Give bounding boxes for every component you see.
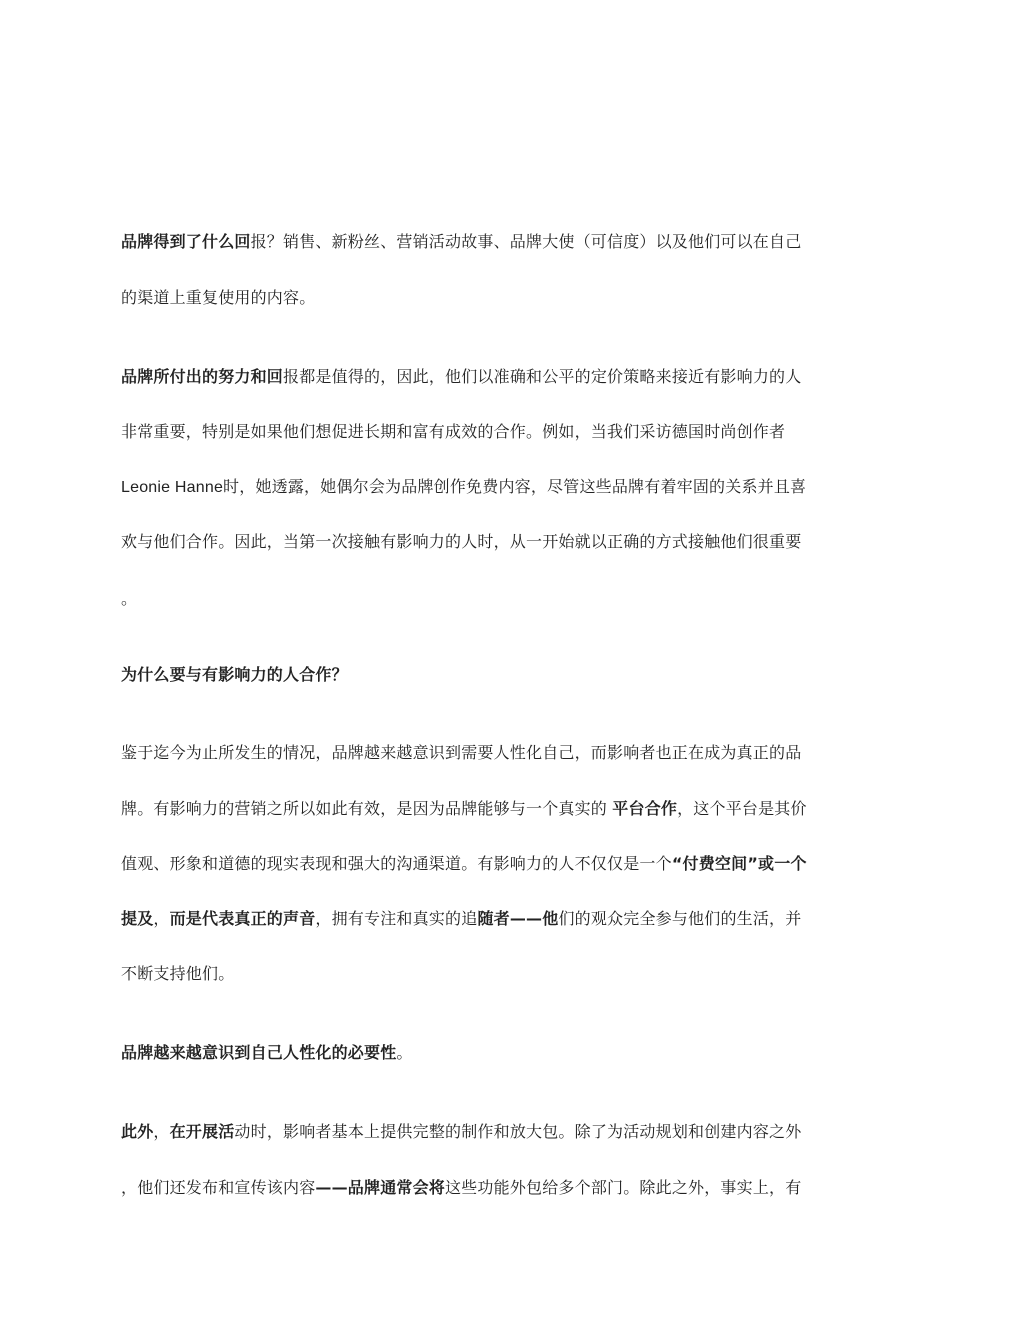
section-heading [121, 665, 348, 685]
text-span: 。 [121, 589, 138, 608]
bold-span: 而是代表真正的声音 [169, 909, 316, 928]
bold-span: 此外 [121, 1122, 154, 1141]
text-line [121, 367, 801, 387]
bold-span: ——品牌通常会将 [315, 1178, 446, 1197]
bold-span: 提及 [121, 909, 154, 928]
text-line [121, 743, 801, 763]
text-line [121, 964, 234, 984]
text-span: 时，她透露，她偶尔会为品牌创作免费内容，尽管这些品牌有着牢固的关系并且喜 [223, 477, 807, 496]
text-line [121, 589, 137, 609]
text-span: 欢与他们合作。因此，当第一次接触有影响力的人时，从一开始就以正确的方式接触他们很重要 [121, 532, 802, 551]
text-span: ，这个平台是其价 [677, 799, 807, 818]
text-span: ， [153, 1122, 170, 1141]
text-span: Leonie Hanne [121, 479, 224, 496]
text-span: 这些功能外包给多个部门。除此之外，事实上，有 [445, 1178, 802, 1197]
text-span: 。 [396, 1043, 413, 1062]
bold-span: 随者——他 [477, 909, 559, 928]
bold-span: 品牌越来越意 [121, 1043, 219, 1062]
text-line [121, 854, 807, 874]
text-span: 报都是值得的，因此，他们以准确和公平的定价策略来接近有影响力的人 [283, 367, 802, 386]
text-line [121, 477, 806, 498]
bold-span: 平台合作 [612, 799, 678, 818]
text-line [121, 288, 315, 308]
text-line [121, 1043, 413, 1063]
text-line [121, 532, 801, 552]
text-span: 非常重要，特别是如果他们想促进长期和富有成效的合作。例如，当我们采访德国时尚创作者 [121, 422, 786, 441]
text-line [121, 799, 807, 819]
text-span: ， [153, 909, 170, 928]
bold-span: 在开展活 [169, 1122, 235, 1141]
text-line [121, 232, 801, 252]
text-span: 报？销售、新粉丝、营销活动故事、品牌大使（可信度）以及他们可以在自己 [250, 232, 802, 251]
bold-span: 识到自己人性化的必要性 [218, 1043, 397, 1062]
text-span: 们的观众完全参与他们的生活，并 [558, 909, 802, 928]
bold-span: 为什么要与有影响力的人合作？ [121, 665, 348, 684]
bold-span: 品牌得到了什么回 [121, 232, 251, 251]
text-span: ，拥有专注和真实的追 [315, 909, 478, 928]
text-line [121, 909, 801, 929]
text-span: ，他们还发布和宣传该内容 [121, 1178, 316, 1197]
text-line [121, 422, 785, 442]
text-span: 不断支持他们。 [121, 964, 235, 983]
text-span: 动时，影响者基本上提供完整的制作和放大包。除了为活动规划和创建内容之外 [234, 1122, 802, 1141]
text-line [121, 1122, 801, 1142]
text-span: 牌。有影响力的营销之所以如此有效，是因为品牌能够与一个真实的 [121, 799, 613, 818]
text-span: 值观、形象和道德的现实表现和强大的沟通渠道。有影响力的人不仅仅是一个 [121, 854, 672, 873]
bold-span: 品牌所付出的努力和回 [121, 367, 284, 386]
bold-span: “付费空间”或一个 [671, 854, 807, 873]
text-span: 的渠道上重复使用的内容。 [121, 288, 316, 307]
text-span: 鉴于迄今为止所发生的情况，品牌越来越意识到需要人性化自己，而影响者也正在成为真正的品 [121, 743, 802, 762]
text-line [121, 1178, 801, 1198]
